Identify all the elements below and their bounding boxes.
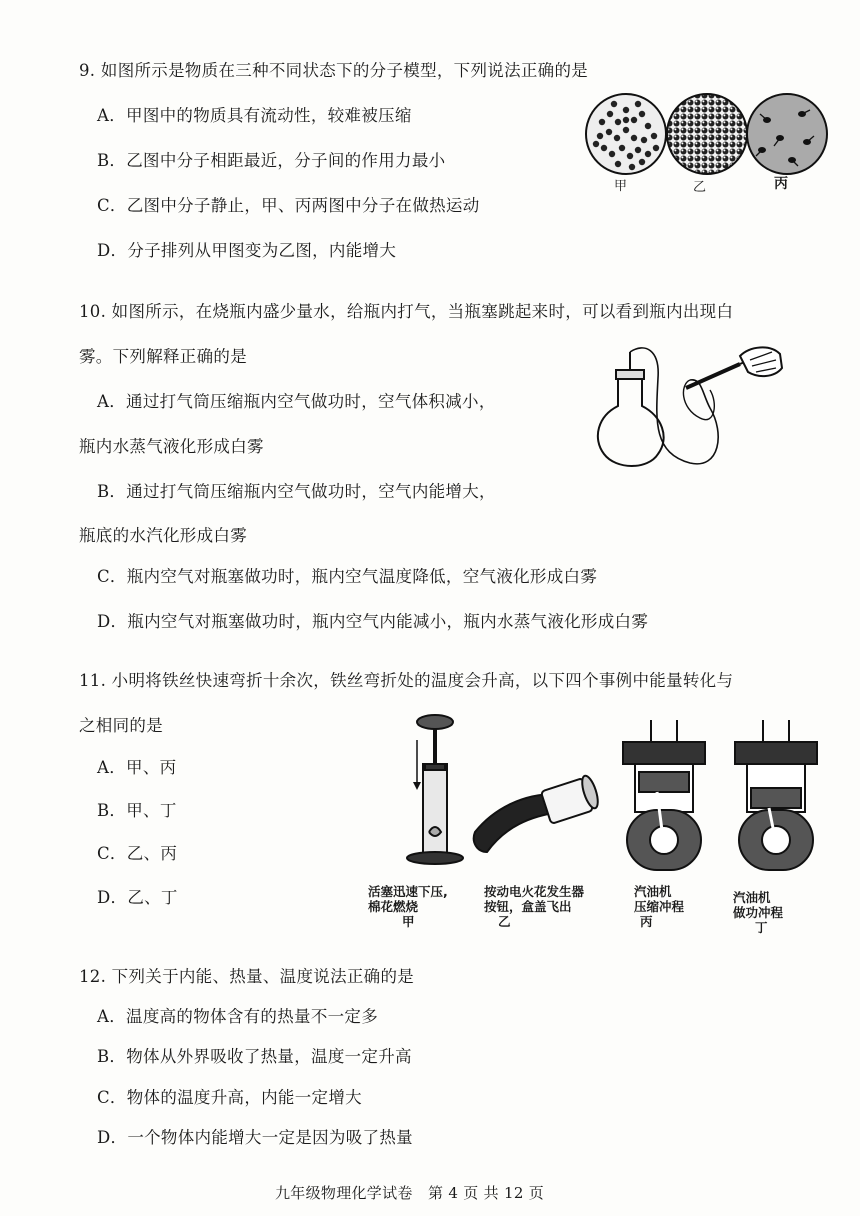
page-footer: 九年级物理化学试卷 第 4 页 共 12 页 bbox=[275, 1184, 545, 1202]
q9-stem: 9. 如图所示是物质在三种不同状态下的分子模型，下列说法正确的是 bbox=[79, 61, 589, 80]
caption-yi: 按动电火花发生器 按钮，盒盖飞出 乙 bbox=[484, 884, 585, 929]
engine-compression-icon bbox=[623, 720, 705, 870]
q10-option-d: D．瓶内空气对瓶塞做功时，瓶内空气内能减小，瓶内水蒸气液化形成白雾 bbox=[97, 612, 649, 631]
q9-label-jia: 甲 bbox=[614, 179, 628, 194]
q12-option-a: A．温度高的物体含有的热量不一定多 bbox=[97, 1007, 379, 1026]
q10-option-b-line1: B．通过打气筒压缩瓶内空气做功时，空气内能增大， bbox=[97, 482, 496, 501]
q11-option-d: D．乙、丁 bbox=[97, 888, 178, 907]
q10-stem-line2: 雾。下列解释正确的是 bbox=[79, 347, 247, 366]
pump-hand-icon bbox=[686, 347, 782, 388]
q9-option-c: C．乙图中分子静止，甲、丙两图中分子在做热运动 bbox=[97, 196, 480, 215]
q12-option-d: D．一个物体内能增大一定是因为吸了热量 bbox=[97, 1128, 413, 1147]
caption-jia: 活塞迅速下压, 棉花燃烧 甲 bbox=[368, 884, 448, 929]
q11-option-c: C．乙、丙 bbox=[97, 844, 178, 863]
q11-energy-figures bbox=[395, 712, 840, 877]
q11-stem-line2: 之相同的是 bbox=[79, 716, 163, 735]
solid-liquid-gas-circles bbox=[586, 94, 827, 174]
q9-option-b: B．乙图中分子相距最近，分子间的作用力最小 bbox=[97, 151, 446, 170]
engine-power-stroke-icon bbox=[735, 720, 817, 870]
q9-label-yi: 乙 bbox=[693, 180, 707, 195]
q9-label-bing: 丙 bbox=[774, 176, 789, 192]
q12-stem: 12. 下列关于内能、热量、温度说法正确的是 bbox=[79, 967, 415, 986]
caption-bing: 汽油机 压缩冲程 丙 bbox=[634, 884, 685, 929]
q11-stem-line1: 11. 小明将铁丝快速弯折十余次，铁丝弯折处的温度会升高，以下四个事例中能量转化与 bbox=[79, 671, 734, 690]
q10-option-a-line1: A．通过打气筒压缩瓶内空气做功时，空气体积减小， bbox=[97, 392, 496, 411]
q10-option-a-line2: 瓶内水蒸气液化形成白雾 bbox=[79, 437, 264, 456]
spark-generator-icon bbox=[474, 774, 601, 852]
caption-ding: 汽油机 做功冲程 丁 bbox=[733, 890, 784, 935]
q10-option-c: C．瓶内空气对瓶塞做功时，瓶内空气温度降低，空气液化形成白雾 bbox=[97, 567, 598, 586]
q12-option-c: C．物体的温度升高，内能一定增大 bbox=[97, 1088, 362, 1107]
q10-flask-pump-figure bbox=[590, 338, 790, 473]
compression-cylinder-icon bbox=[407, 715, 463, 864]
q9-option-d: D．分子排列从甲图变为乙图，内能增大 bbox=[97, 241, 397, 260]
q12-option-b: B．物体从外界吸收了热量，温度一定升高 bbox=[97, 1047, 412, 1066]
q11-option-b: B．甲、丁 bbox=[97, 801, 177, 820]
q10-option-b-line2: 瓶底的水汽化形成白雾 bbox=[79, 526, 247, 545]
flask-icon bbox=[598, 352, 664, 466]
q11-option-a: A．甲、丙 bbox=[97, 758, 177, 777]
q10-stem-line1: 10. 如图所示，在烧瓶内盛少量水，给瓶内打气，当瓶塞跳起来时，可以看到瓶内出现白 bbox=[79, 302, 734, 321]
q9-option-a: A．甲图中的物质具有流动性，较难被压缩 bbox=[97, 106, 412, 125]
